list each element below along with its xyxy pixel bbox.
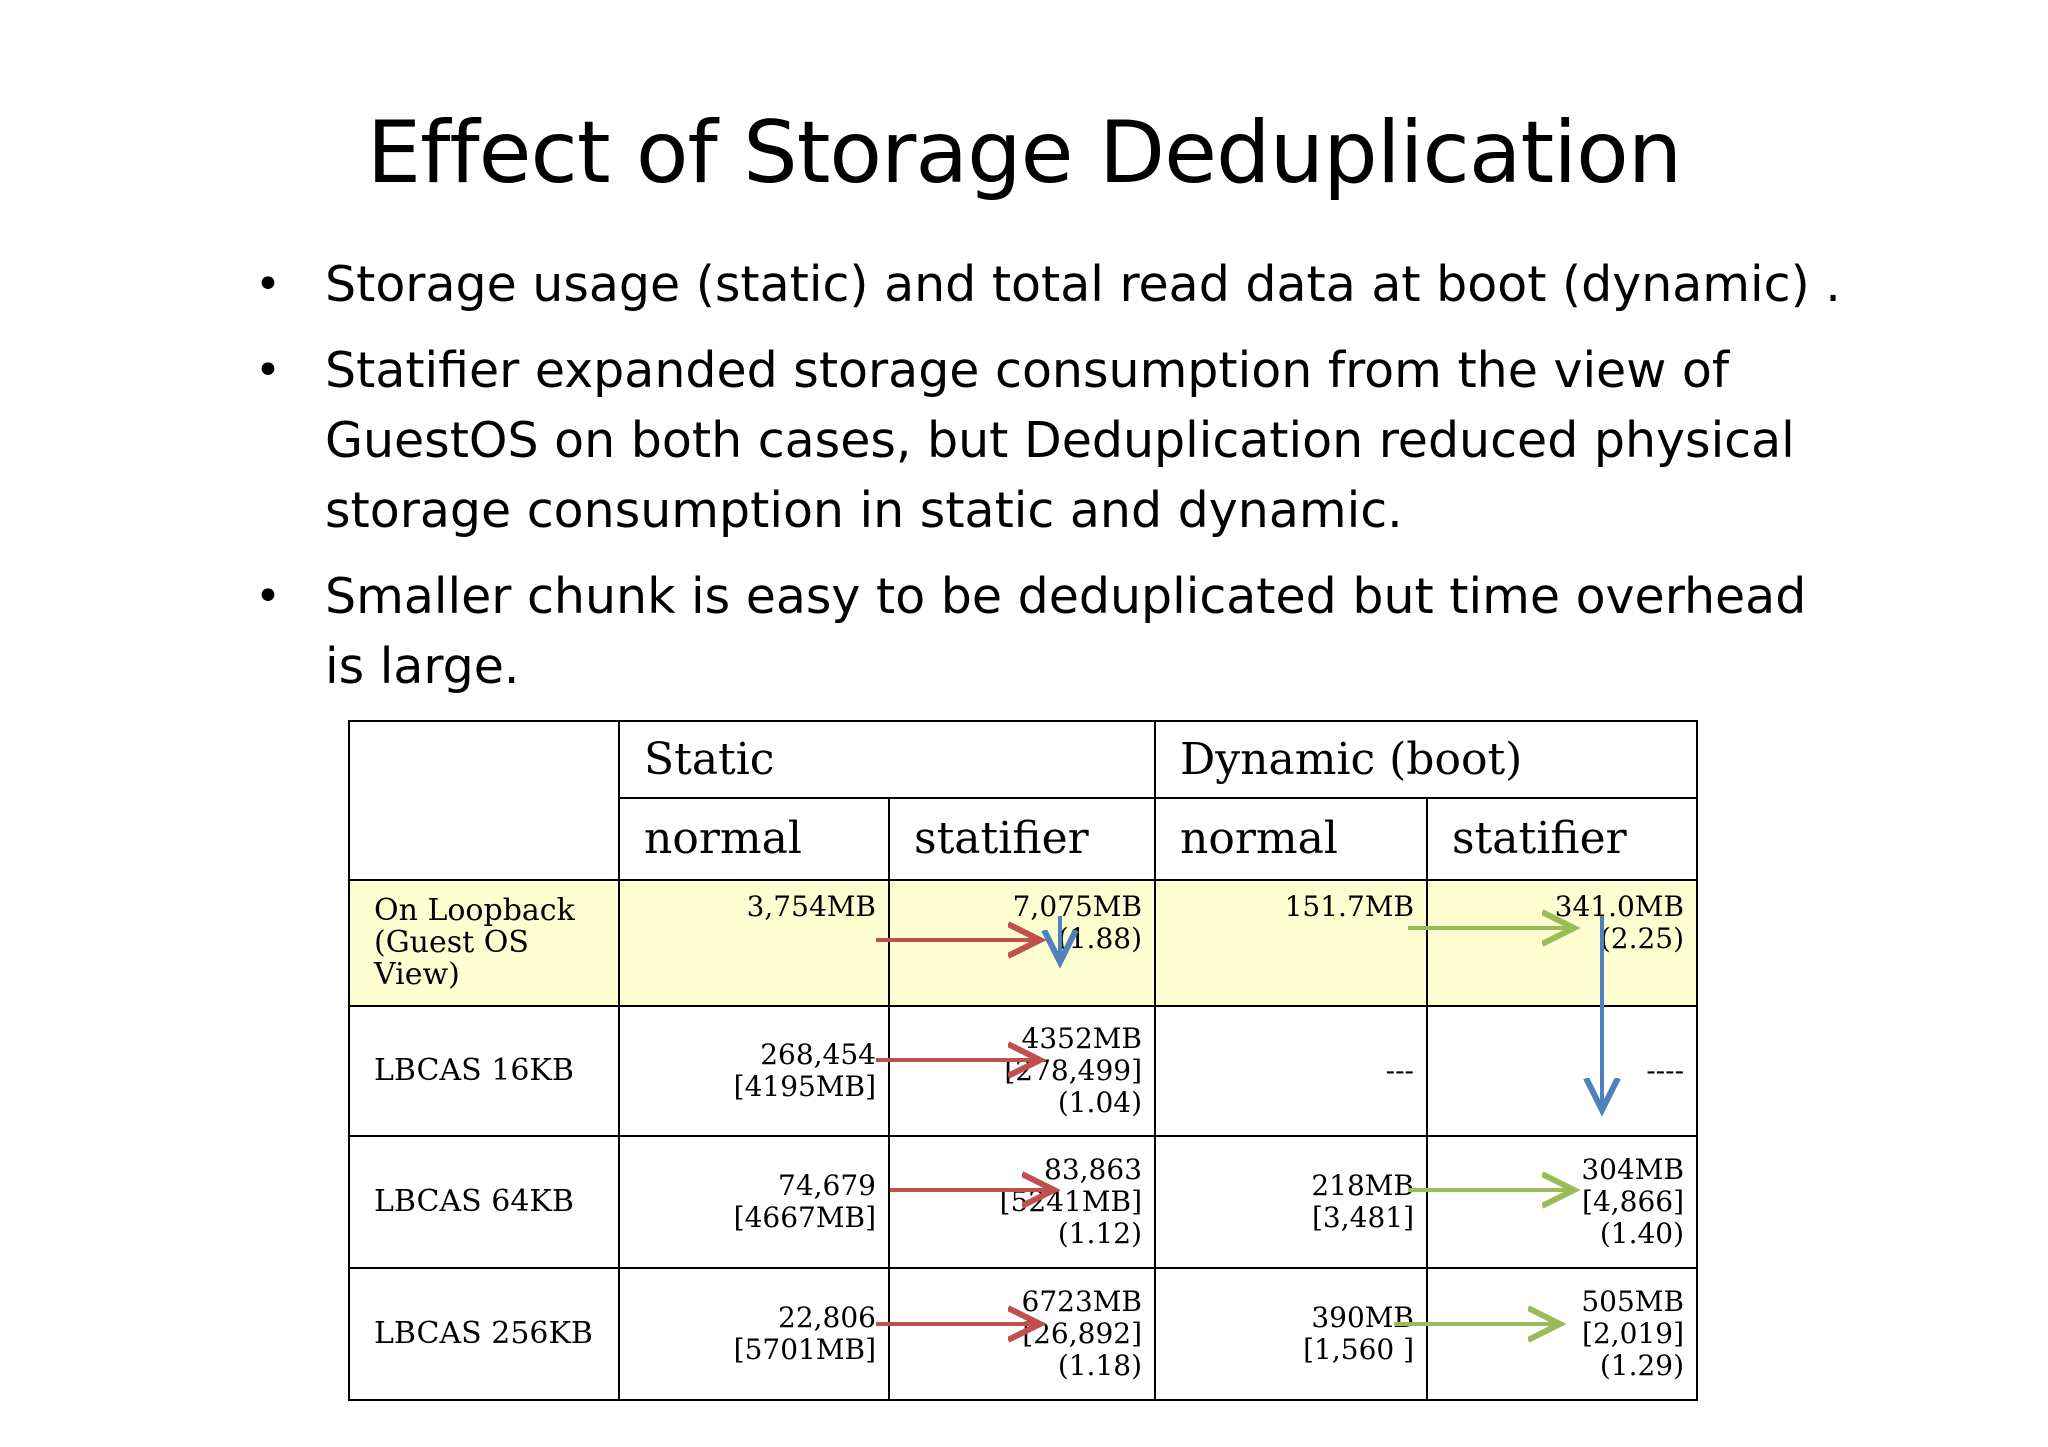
cell-dynamic-normal: 218MB [3,481] bbox=[1155, 1136, 1427, 1268]
slide-title: Effect of Storage Deduplication bbox=[366, 103, 1682, 203]
subheader-dynamic-normal: normal bbox=[1155, 798, 1427, 880]
bullet-item bbox=[255, 336, 1855, 546]
subheader-static-statifier: statifier bbox=[889, 798, 1155, 880]
cell-static-normal: 22,806 [5701MB] bbox=[619, 1268, 889, 1400]
bullet-icon: • bbox=[255, 571, 281, 622]
cell-dynamic-normal: 390MB [1,560 ] bbox=[1155, 1268, 1427, 1400]
row-label: LBCAS 16KB bbox=[349, 1006, 619, 1136]
row-label-line1: On Loopback bbox=[374, 893, 575, 928]
cell-dynamic-statifier: 505MB [2,019] (1.29) bbox=[1427, 1268, 1697, 1400]
subheader-dynamic-statifier: statifier bbox=[1427, 798, 1697, 880]
bullet-icon: • bbox=[255, 259, 281, 310]
bullet-text: Storage usage (static) and total read data at boot (dynamic) . bbox=[325, 256, 1841, 313]
subheader-static-normal: normal bbox=[619, 798, 889, 880]
cell-dynamic-normal: --- bbox=[1155, 1006, 1427, 1136]
row-label: LBCAS 256KB bbox=[349, 1268, 619, 1400]
cell-static-statifier: 4352MB [278,499] (1.04) bbox=[889, 1006, 1155, 1136]
results-table bbox=[348, 720, 1698, 1401]
table-row bbox=[349, 1006, 1697, 1136]
table-corner-cell bbox=[349, 721, 619, 880]
table-row bbox=[349, 1136, 1697, 1268]
table-row bbox=[349, 880, 1697, 1006]
bullet-text: Smaller chunk is easy to be deduplicated but time overhead is large. bbox=[325, 568, 1807, 695]
cell-static-normal: 3,754MB bbox=[619, 880, 889, 1006]
cell-dynamic-statifier: 304MB [4,866] (1.40) bbox=[1427, 1136, 1697, 1268]
cell-static-statifier: 6723MB [26,892] (1.18) bbox=[889, 1268, 1155, 1400]
cell-static-statifier: 7,075MB (1.88) bbox=[889, 880, 1155, 1006]
row-label: LBCAS 64KB bbox=[349, 1136, 619, 1268]
table-header-row bbox=[349, 721, 1697, 798]
row-label-line2: (Guest OS View) bbox=[374, 925, 529, 992]
header-static: Static bbox=[619, 721, 1155, 798]
cell-static-statifier: 83,863 [5241MB] (1.12) bbox=[889, 1136, 1155, 1268]
cell-dynamic-statifier: 341.0MB (2.25) bbox=[1427, 880, 1697, 1006]
results-table-wrapper bbox=[348, 720, 1696, 1382]
header-dynamic: Dynamic (boot) bbox=[1155, 721, 1697, 798]
bullet-item bbox=[255, 250, 1855, 320]
cell-dynamic-statifier: ---- bbox=[1427, 1006, 1697, 1136]
bullet-icon: • bbox=[255, 345, 281, 396]
row-label bbox=[349, 880, 619, 1006]
table-row bbox=[349, 1268, 1697, 1400]
cell-dynamic-normal: 151.7MB bbox=[1155, 880, 1427, 1006]
cell-static-normal: 74,679 [4667MB] bbox=[619, 1136, 889, 1268]
bullet-text: Statifier expanded storage consumption from the view of GuestOS on both cases, but Deduplication reduced physical storage consumption in static and dynamic. bbox=[325, 342, 1795, 539]
cell-static-normal: 268,454 [4195MB] bbox=[619, 1006, 889, 1136]
bullet-list bbox=[255, 250, 1855, 718]
bullet-item bbox=[255, 562, 1855, 702]
